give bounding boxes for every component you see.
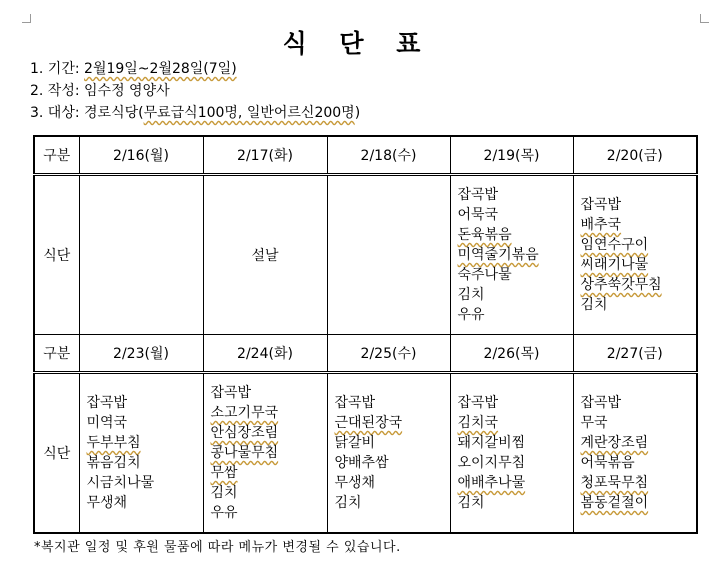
menu-item: 오이지무침 [457, 455, 526, 471]
menu-item: 김치 [580, 297, 608, 313]
menu-item: 근대된장국 [334, 415, 403, 431]
menu-item: 시금치나물 [86, 475, 155, 491]
menu-item: 김치 [210, 485, 238, 501]
info-period-value: 2월19일~2월28일(7일) [84, 61, 237, 77]
info-period-label: 1. 기간: [30, 61, 85, 77]
menu-item: 돈육볶음 [457, 227, 512, 243]
info-author-value: 임수정 영양사 [84, 83, 170, 99]
date-cell: 2/25(수) [327, 335, 450, 373]
menu-cell [573, 175, 697, 335]
menu-item: 김치 [457, 495, 485, 511]
menu-item: 봄동겉절이 [580, 495, 649, 511]
menu-item: 김치 [457, 287, 485, 303]
date-cell: 2/24(화) [203, 335, 327, 373]
menu-item: 잡곡밥 [457, 187, 499, 203]
menu-item: 청포묵무침 [580, 475, 649, 491]
menu-item: 어묵볶음 [580, 455, 635, 471]
menu-item: 어묵국 [457, 207, 499, 223]
menu-item: 김치 [334, 495, 362, 511]
menu-item: 두부부침 [86, 435, 141, 451]
menu-item: 배추국 [580, 217, 622, 233]
menu-item: 숙주나물 [457, 267, 512, 283]
info-target-label: 3. 대상: 경로식당( [30, 105, 144, 121]
page-title: 식 단 표 [282, 29, 433, 58]
menu-item: 임연수구이 [580, 237, 649, 253]
menu-item: 잡곡밥 [210, 385, 252, 401]
date-cell: 2/23(월) [79, 335, 203, 373]
menu-item: 상추쑥갓무침 [580, 277, 662, 293]
info-target-value: 무료급식100명, 일반어르신200명 [143, 105, 355, 121]
menu-item: 씨래기나물 [580, 257, 649, 273]
date-cell: 2/20(금) [573, 136, 697, 175]
meal-label-cell: 식단 [34, 373, 79, 534]
footnote: *복지관 일정 및 후원 물품에 따라 메뉴가 변경될 수 있습니다. [34, 540, 401, 555]
menu-item: 무생채 [334, 475, 376, 491]
info-author-label: 2. 작성: [30, 83, 85, 99]
menu-item: 잡곡밥 [457, 395, 499, 411]
week1-header-row [34, 136, 697, 175]
header-label-cell: 구분 [34, 136, 79, 175]
menu-item: 잡곡밥 [86, 395, 128, 411]
menu-item: 무생채 [86, 495, 128, 511]
menu-cell-empty [79, 175, 203, 335]
menu-cell [573, 373, 697, 534]
date-cell: 2/26(목) [450, 335, 573, 373]
menu-item: 애배추나물 [457, 475, 526, 491]
menu-item: 잡곡밥 [580, 197, 622, 213]
info-period [30, 59, 237, 79]
header-label-cell: 구분 [34, 335, 79, 373]
menu-item: 콩나물무침 [210, 445, 279, 461]
menu-item: 김치국 [457, 415, 499, 431]
crop-mark-top-right [700, 14, 709, 23]
menu-item: 우유 [457, 307, 485, 323]
menu-item: 무국 [580, 415, 608, 431]
menu-cell [203, 373, 327, 534]
menu-item: 소고기무국 [210, 405, 279, 421]
meal-label-cell: 식단 [34, 175, 79, 335]
date-cell: 2/17(화) [203, 136, 327, 175]
info-author [30, 81, 170, 101]
menu-item: 미역국 [86, 415, 128, 431]
menu-item: 양배추쌈 [334, 455, 389, 471]
info-target [30, 103, 360, 123]
menu-item: 잡곡밥 [334, 395, 376, 411]
menu-item: 안심장조림 [210, 425, 279, 441]
menu-item: 잡곡밥 [580, 395, 622, 411]
menu-item: 미역줄기볶음 [457, 247, 539, 263]
date-cell: 2/27(금) [573, 335, 697, 373]
menu-item: 돼지갈비찜 [457, 435, 526, 451]
info-target-suffix: ) [354, 105, 361, 121]
menu-cell [327, 373, 450, 534]
date-cell: 2/18(수) [327, 136, 450, 175]
menu-item: 볶음김치 [86, 455, 141, 471]
week1-menu-row [34, 175, 697, 335]
crop-mark-top-left [22, 14, 31, 23]
holiday-cell: 설날 [203, 175, 327, 335]
menu-cell [450, 175, 573, 335]
menu-item: 무쌈 [210, 465, 238, 481]
week2-header-row [34, 335, 697, 373]
menu-item: 우유 [210, 505, 238, 521]
menu-cell-empty [327, 175, 450, 335]
menu-item: 닭갈비 [334, 435, 376, 451]
menu-table [33, 135, 698, 534]
menu-cell [79, 373, 203, 534]
date-cell: 2/19(목) [450, 136, 573, 175]
week2-menu-row [34, 373, 697, 534]
menu-cell [450, 373, 573, 534]
menu-item: 계란장조림 [580, 435, 649, 451]
date-cell: 2/16(월) [79, 136, 203, 175]
